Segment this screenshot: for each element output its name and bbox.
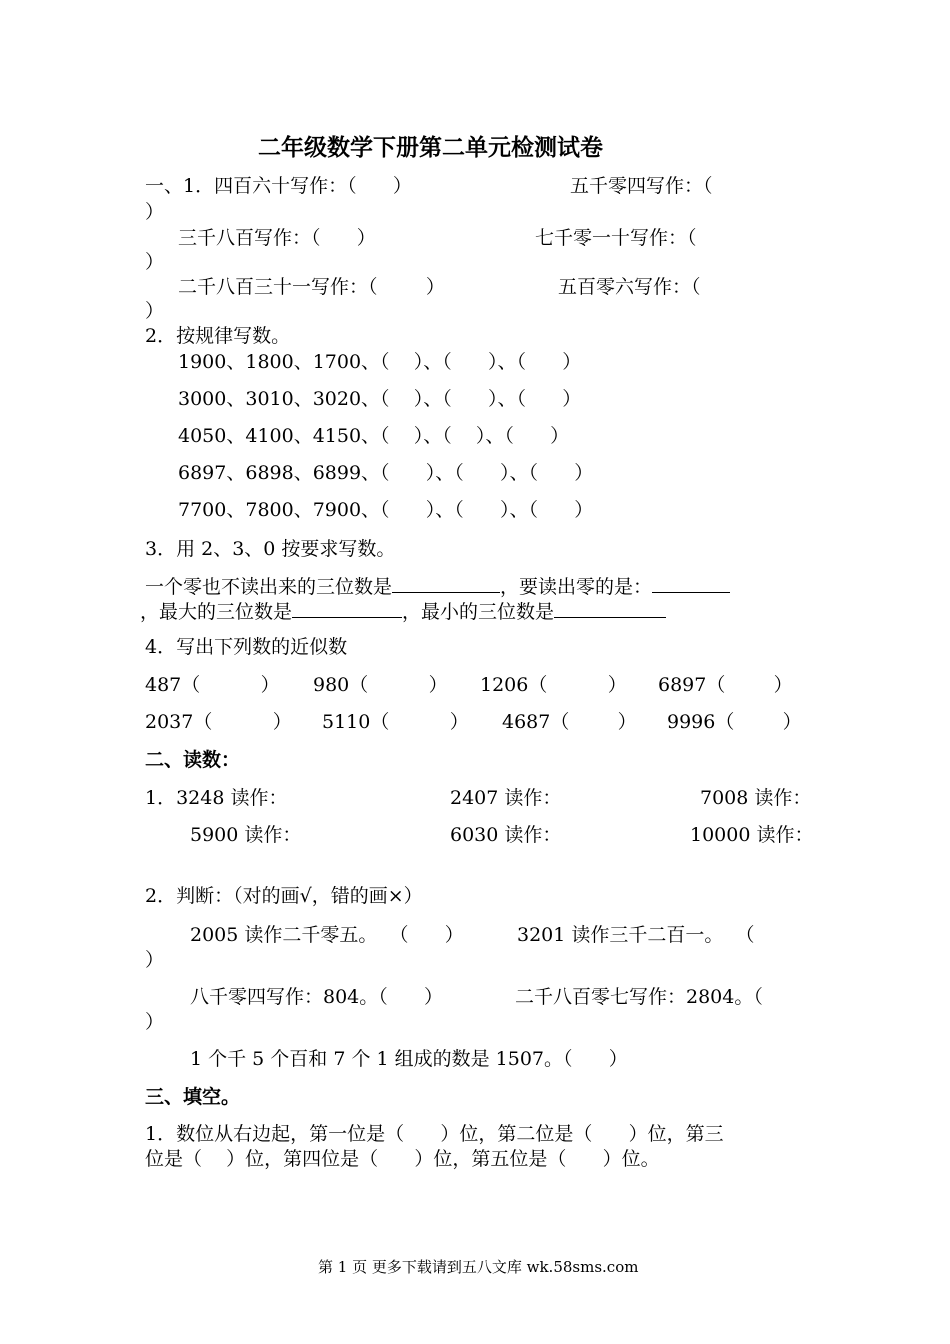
q3-heading: 3．用 2、3、0 按要求写数。 [145,538,396,560]
q3-line1 [145,574,730,599]
judge-close: ） [145,1011,165,1033]
judge-heading: 2．判断：（对的画√，错的画×） [145,885,423,907]
q3-text: ，最小的三位数是 [402,601,555,623]
q1-c: 三千八百写作：（ ） [178,227,376,249]
q3-line2 [140,599,666,624]
q2-row: 6897、6898、6899、（ ）、（ ）、（ ） [178,462,594,484]
q2-heading: 2．按规律写数。 [145,325,291,347]
q4-item: 5110（ ） [322,711,469,733]
q1-f-close: ） [145,300,165,322]
q1-b: 五千零四写作：（ [570,175,713,197]
q4-heading: 4．写出下列数的近似数 [145,636,348,658]
answer-blank[interactable] [652,574,730,593]
section-3-heading: 三、填空。 [145,1086,241,1108]
q4-item: 980（ ） [313,674,448,696]
q2-row: 1900、1800、1700、（ ）、（ ）、（ ） [178,351,582,373]
q2-row: 4050、4100、4150、（ ）、（ ）、（ ） [178,425,570,447]
q4-item: 487（ ） [145,674,280,696]
answer-blank[interactable] [292,599,402,618]
fill-item: 位是（ ）位，第四位是（ ）位，第五位是（ ）位。 [145,1148,660,1170]
section-2-heading: 二、读数： [145,749,241,771]
q1-b-close: ） [145,201,165,223]
q3-text: ，最大的三位数是 [140,601,293,623]
q4-item: 6897（ ） [658,674,793,696]
answer-blank[interactable] [554,599,666,618]
q1-f: 五百零六写作：（ [558,276,701,298]
footer: 第 1 页 更多下载请到五八文库 wk.58sms.com [318,1258,639,1276]
q1-d-close: ） [145,251,165,273]
q1-d: 七千零一十写作：（ [535,227,697,249]
read-item: 7008 读作： [700,787,812,809]
q4-item: 1206（ ） [480,674,627,696]
q2-row: 3000、3010、3020、（ ）、（ ）、（ ） [178,388,582,410]
judge-item: 二千八百零七写作：2804。（ [515,986,763,1008]
q1-e: 二千八百三十一写作：（ ） [178,276,445,298]
judge-item: 2005 读作二千零五。 （ ） [190,924,464,946]
fill-item: 1．数位从右边起，第一位是（ ）位，第二位是（ ）位，第三 [145,1123,724,1145]
q4-item: 9996（ ） [667,711,802,733]
q1-a: 一、1．四百六十写作：（ ） [145,175,412,197]
read-item: 6030 读作： [450,824,562,846]
q4-item: 4687（ ） [502,711,637,733]
judge-close: ） [145,949,165,971]
read-item: 1．3248 读作： [145,787,288,809]
judge-item: 1 个千 5 个百和 7 个 1 组成的数是 1507。（ ） [190,1048,628,1070]
read-item: 5900 读作： [190,824,302,846]
read-item: 2407 读作： [450,787,562,809]
judge-item: 八千零四写作：804。（ ） [190,986,444,1008]
page-title: 二年级数学下册第二单元检测试卷 [258,134,603,161]
answer-blank[interactable] [392,574,500,593]
q3-text: ，要读出零的是： [500,576,653,598]
q2-row: 7700、7800、7900、（ ）、（ ）、（ ） [178,499,594,521]
read-item: 10000 读作： [690,824,814,846]
judge-item: 3201 读作三千二百一。 （ [517,924,755,946]
q3-text: 一个零也不读出来的三位数是 [145,576,393,598]
q4-item: 2037（ ） [145,711,292,733]
